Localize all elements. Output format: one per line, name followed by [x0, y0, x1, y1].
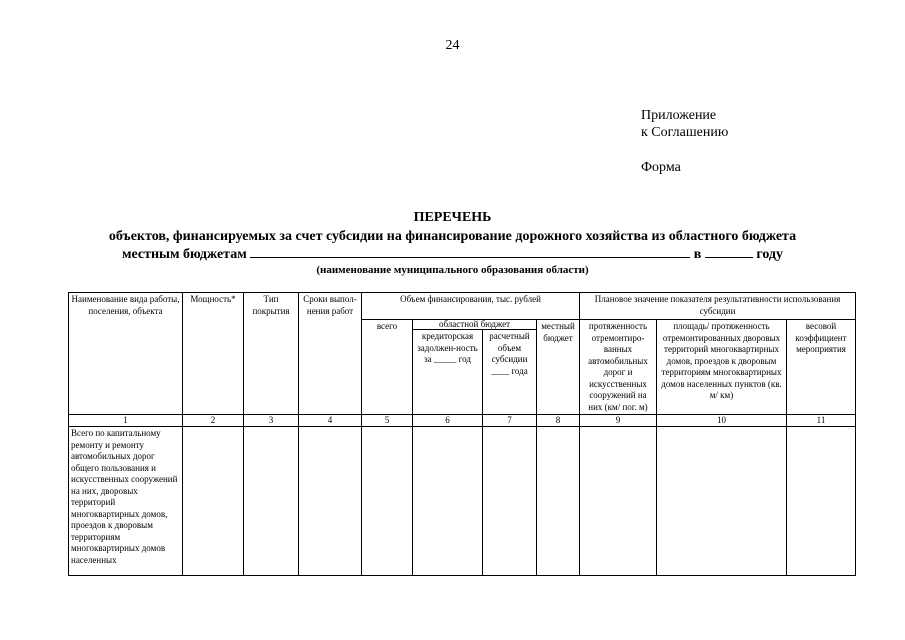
document-subheading: объектов, финансируемых за счет субсидии на финансирование дорожного хозяйства из областного бюджета	[108, 229, 797, 244]
table-cell	[299, 427, 362, 576]
appendix-line-2: к Соглашению	[641, 125, 729, 140]
table-row	[69, 427, 856, 576]
column-number: 2	[183, 415, 244, 427]
table-cell	[244, 427, 299, 576]
table-cell	[483, 427, 537, 576]
header-subsidy-volume: расчетный объем субсидии ____ года	[483, 330, 537, 415]
header-local-budget: местный бюджет	[537, 320, 580, 415]
year-blank	[705, 246, 753, 258]
column-number: 8	[537, 415, 580, 427]
header-road-length: протяженность отремонтиро-ванных автомобильных дорог и искусственных сооружений на них (км/ пог. м)	[580, 320, 657, 415]
table-cell	[413, 427, 483, 576]
table-cell	[183, 427, 244, 576]
budget-line-suffix: году	[756, 247, 784, 262]
column-number: 9	[580, 415, 657, 427]
form-label: Форма	[641, 160, 681, 175]
table-cell	[580, 427, 657, 576]
header-coating: Тип покрытия	[244, 293, 299, 415]
table-cell	[787, 427, 856, 576]
table-cell	[362, 427, 413, 576]
document-heading: ПЕРЕЧЕНЬ	[413, 210, 492, 225]
column-number: 7	[483, 415, 537, 427]
table-cell	[657, 427, 787, 576]
appendix-line-1: Приложение	[641, 108, 717, 123]
column-number: 11	[787, 415, 856, 427]
column-number-row	[69, 415, 856, 427]
header-total: всего	[362, 320, 413, 415]
header-capacity: Мощность*	[183, 293, 244, 415]
header-weight-coefficient: весовой коэффициент мероприятия	[787, 320, 856, 415]
page-number: 24	[445, 38, 460, 53]
header-regional-budget: областной бюджет	[413, 320, 537, 330]
column-number: 5	[362, 415, 413, 427]
header-financing: Объем финансирования, тыс. рублей	[362, 293, 580, 320]
objects-table	[68, 292, 856, 576]
municipality-caption: (наименование муниципального образования области)	[316, 264, 589, 276]
column-number: 1	[69, 415, 183, 427]
header-terms: Сроки выпол-нения работ	[299, 293, 362, 415]
header-yard-area: площадь/ протяженность отремонтированных дворовых территорий многоквартирных домов, проездов к дворовым территориям многоквартирных домов населенных пунктов (кв. м/ км)	[657, 320, 787, 415]
header-creditor-debt: кредиторская задолжен-ность за _____ год	[413, 330, 483, 415]
column-number: 3	[244, 415, 299, 427]
header-row-1	[69, 293, 856, 320]
column-number: 10	[657, 415, 787, 427]
appendix-block	[641, 107, 728, 141]
municipality-blank	[250, 246, 690, 258]
column-number: 4	[299, 415, 362, 427]
header-planned-indicator: Плановое значение показателя результативности использования субсидии	[580, 293, 856, 320]
header-name: Наименование вида работы, поселения, объекта	[69, 293, 183, 415]
row-name-cell: Всего по капитальному ремонту и ремонту автомобильных дорог общего пользования и искусственных сооружений на них, дворовых территорий многоквартирных домов, проездов к дворовым территориям многоквартирных домов населенных	[69, 427, 183, 576]
budget-line-prefix: местным бюджетам	[121, 247, 247, 262]
column-number: 6	[413, 415, 483, 427]
budget-line-mid: в	[693, 247, 702, 262]
table-cell	[537, 427, 580, 576]
budget-line	[0, 246, 905, 263]
